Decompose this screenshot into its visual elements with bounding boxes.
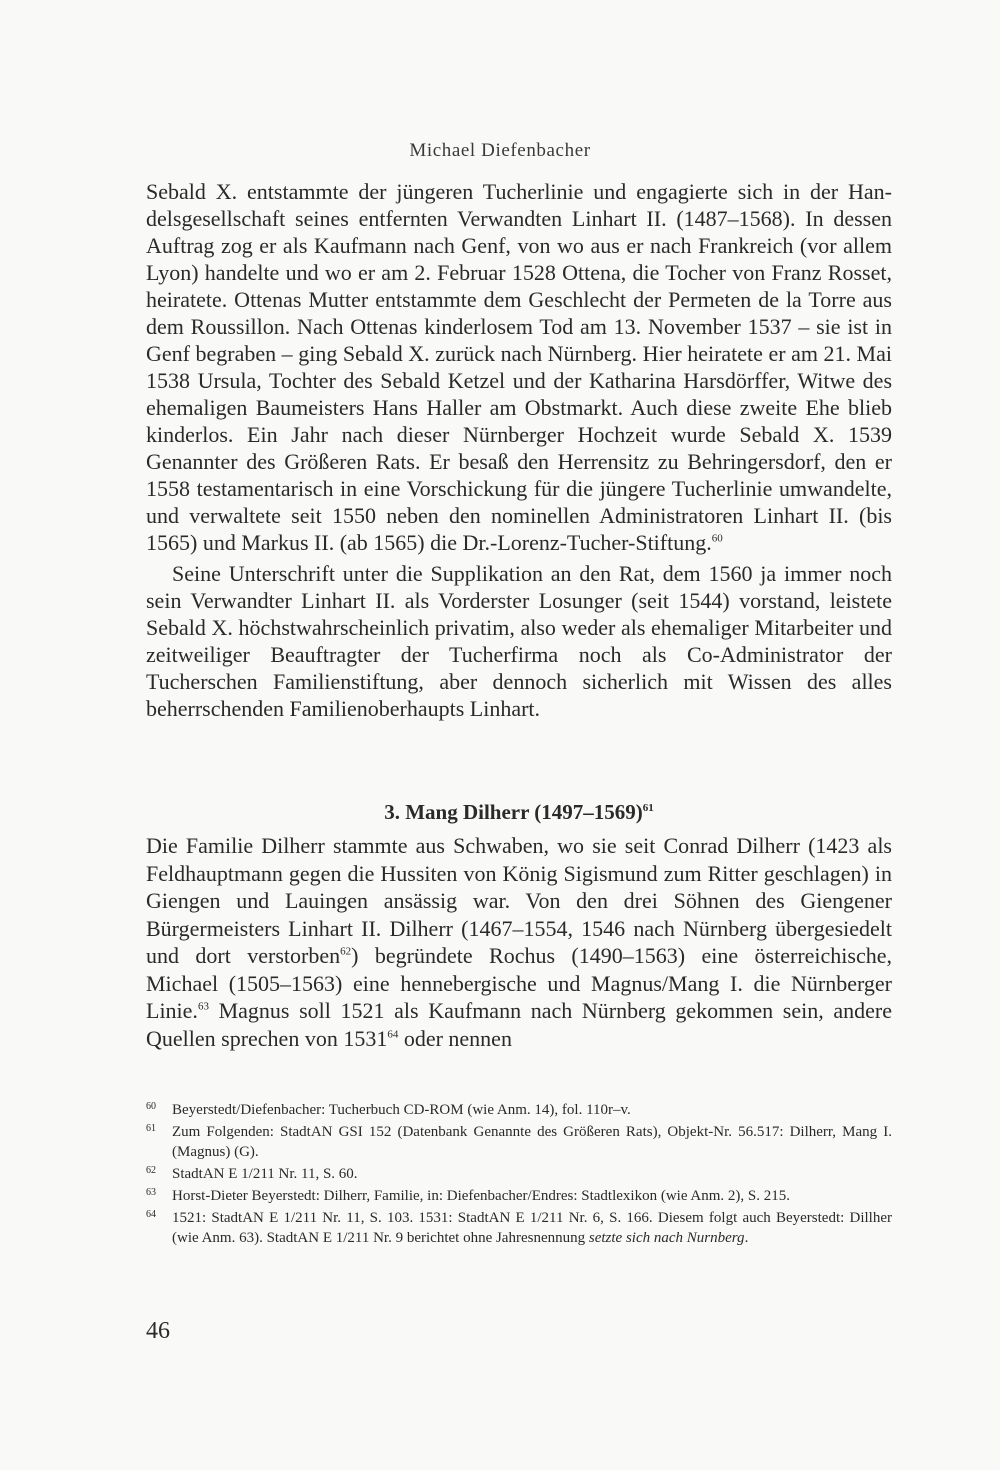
footnote-text: Beyerstedt/Diefenbacher: Tucherbuch CD-ROM (wie Anm. 14), fol. 110r–v. xyxy=(172,1102,631,1118)
page-number: 46 xyxy=(146,1318,170,1344)
footnote-text: Zum Folgenden: StadtAN GSI 152 (Datenbank Genannte des Größeren Rats), Objekt-Nr. 56.517: Dilherr, Mang I. (Magnus) (G). xyxy=(172,1124,892,1160)
text-segment: ) begründete Rochus (1490–1563) eine österreichische, Michael (1505–1563) eine hennebergische und Magnus/Mang I. die Nürnberger Linie. xyxy=(146,943,892,1023)
footnote xyxy=(146,1186,892,1206)
footnote-ref[interactable]: 62 xyxy=(340,945,352,958)
footnote-text: Horst-Dieter Beyerstedt: Dilherr, Familie, in: Diefenbacher/Endres: Stadtlexikon (wie Anm. 2), S. 215. xyxy=(172,1188,791,1204)
text-segment: Die Familie Dilherr stammte aus Schwaben, wo sie seit Conrad Dilherr (1423 als Feldhauptmann gegen die Hussiten von König Sigismund zum Ritter geschlagen) in Giengen und Lauingen ansässig war. Von den drei Söhnen des Giengener Bürgermeisters Linhart II. Dilherr (1467–1554, 1546 nach Nürnberg übergesiedelt und dort verstorben xyxy=(146,833,892,968)
footnote-number: 61 xyxy=(146,1123,156,1134)
paragraph-text: Sebald X. entstammte der jüngeren Tucherlinie und engagierte sich in der Handelsgesellschaft seines entfernten Verwandten Linhart II. (1487–1568). In dessen Auftrag zog er als Kaufmann nach Genf, von wo aus er nach Frankreich (vor allem Lyon) handelte und wo er am 2. Februar 1528 Ottena, die Tocher von Franz Rosset, heiratete. Ottenas Mutter entstammte dem Geschlecht der Permeten de la Torre aus dem Roussillon. Nach Ottenas kinderlosem Tod am 13. November 1537 – sie ist in Genf begraben – ging Sebald X. zurück nach Nürnberg. Hier heiratete er am 21. Mai 1538 Ursula, Tochter des Sebald Ketzel und der Katharina Harsdörffer, Witwe des ehemaligen Baumeisters Hans Haller am Obstmarkt. Auch diese zweite Ehe blieb kinderlos. Ein Jahr nach dieser Nürnberger Hochzeit wurde Sebald X. 1539 Genannter des Größeren Rats. Er besaß den Herrensitz zu Behringersdorf, den er 1558 testamentarisch in eine Vorschickung für die jüngere Tucherlinie umwandelte, und verwaltete seit 1550 neben den nominellen Administratoren Linhart II. (bis 1565) und Markus II. (ab 1565) die Dr.-Lorenz-Tucher-Stiftung. xyxy=(146,179,892,555)
footnote-text: StadtAN E 1/211 Nr. 11, S. 60. xyxy=(172,1166,358,1182)
footnote-number: 63 xyxy=(146,1187,156,1198)
text-segment: oder nennen xyxy=(398,1025,512,1051)
footnote-ref[interactable]: 63 xyxy=(197,1000,209,1013)
footnotes xyxy=(146,1100,892,1250)
running-head: Michael Diefenbacher xyxy=(409,140,591,161)
text-segment: Magnus soll 1521 als Kaufmann nach Nürnberg gekommen sein, andere Quellen sprechen von 1531 xyxy=(146,998,892,1051)
section-heading-text: 3. Mang Dilherr (1497–1569) xyxy=(384,800,643,824)
footnote-text-segment: 1521: StadtAN E 1/211 Nr. 11, S. 103. 1531: StadtAN E 1/211 Nr. 6, S. 166. Diesem folgt auch Beyerstedt: Dillher (wie Anm. 63). StadtAN E 1/211 Nr. 9 berichtet ohne Jahresnennung xyxy=(172,1210,892,1246)
paragraph-text: Seine Unterschrift unter die Supplikation an den Rat, dem 1560 ja immer noch sein Verwandter Linhart II. als Vorderster Losunger (seit 1544) vorstand, leistete Sebald X. höchstwahrscheinlich privatim, also weder als ehemaliger Mitarbeiter und zeitweiliger Beauftragter der Tucherfirma noch als Co-Administrator der Tucherschen Familienstiftung, aber dennoch sicherlich mit Wissen des alles beherrschenden Familienoberhaupts Linhart. xyxy=(146,561,892,721)
footnote xyxy=(146,1122,892,1162)
section-heading xyxy=(146,800,892,825)
footnote-ref[interactable]: 64 xyxy=(387,1028,399,1041)
footnote xyxy=(146,1208,892,1248)
footnote-italic-quote: setzte sich nach Nurnberg xyxy=(588,1230,745,1246)
section-text xyxy=(146,832,892,1052)
footnote xyxy=(146,1164,892,1184)
footnote-text xyxy=(172,1208,892,1248)
footnote-number: 60 xyxy=(146,1101,156,1112)
footnote-ref[interactable]: 61 xyxy=(642,802,654,814)
footnote-text-end: . xyxy=(744,1230,749,1246)
footnote xyxy=(146,1100,892,1120)
paragraph xyxy=(146,560,892,722)
paragraph xyxy=(146,178,892,556)
footnote-ref[interactable]: 60 xyxy=(711,532,723,545)
footnote-number: 62 xyxy=(146,1165,156,1176)
footnote-number: 64 xyxy=(146,1209,156,1220)
paragraph xyxy=(146,832,892,1052)
body-text xyxy=(146,178,892,722)
